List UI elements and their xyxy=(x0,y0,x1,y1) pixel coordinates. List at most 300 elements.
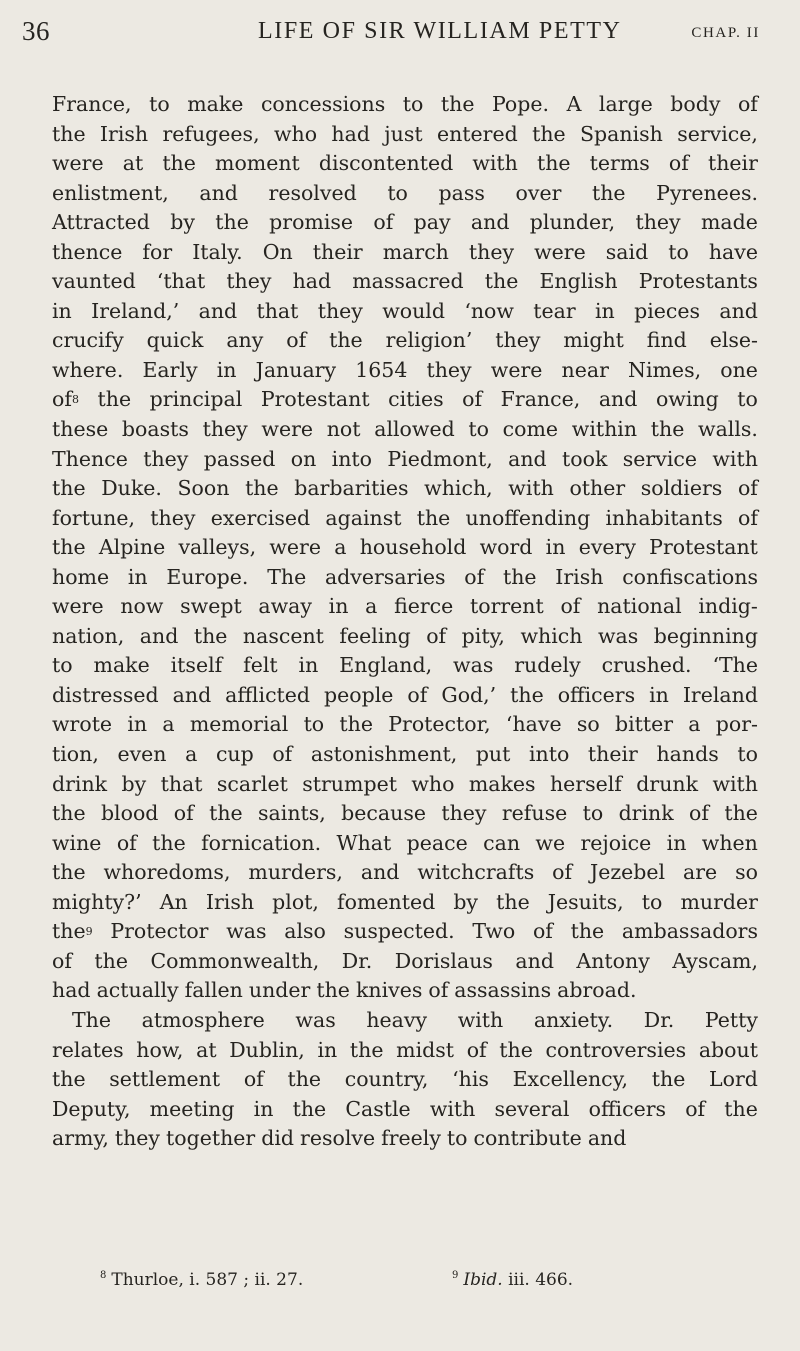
word: the xyxy=(502,564,537,589)
word: Ireland xyxy=(682,682,758,707)
word: Irish xyxy=(555,564,604,589)
word: the xyxy=(316,978,350,1003)
word: the xyxy=(339,712,373,737)
word: peace xyxy=(406,830,468,855)
word: rejoice xyxy=(580,830,652,855)
word: were xyxy=(261,417,314,442)
text-line xyxy=(52,681,758,711)
word: blood xyxy=(100,801,159,826)
word: they xyxy=(635,210,681,235)
word: in xyxy=(253,1096,274,1121)
word: over xyxy=(515,180,562,205)
word: Dublin, xyxy=(229,1037,305,1062)
word: the xyxy=(532,121,566,146)
word: was xyxy=(226,919,267,944)
word: the xyxy=(416,505,451,530)
word: assassins xyxy=(454,978,552,1003)
word: in xyxy=(216,357,237,382)
word: An xyxy=(159,889,188,914)
word: confiscations xyxy=(622,564,758,589)
word: fortune, xyxy=(52,505,136,530)
word: pass xyxy=(438,180,485,205)
word: controversies xyxy=(545,1037,687,1062)
word: else- xyxy=(709,328,758,353)
word: which xyxy=(520,623,583,648)
word: valleys, xyxy=(178,535,257,560)
word: to xyxy=(668,239,689,264)
word: Jezebel xyxy=(590,860,666,885)
text-line xyxy=(52,120,758,150)
word: in xyxy=(649,682,669,707)
word: to xyxy=(303,712,325,737)
word: into xyxy=(331,446,373,471)
word: the xyxy=(245,476,279,501)
word: crushed. xyxy=(601,653,692,678)
word: they xyxy=(441,801,487,826)
word: their xyxy=(707,151,758,176)
word: nascent xyxy=(242,623,324,648)
word: several xyxy=(494,1096,570,1121)
word: discontented xyxy=(318,151,454,176)
word: herself xyxy=(549,771,622,796)
word: not xyxy=(326,417,361,442)
word: find xyxy=(646,328,687,353)
text-line xyxy=(52,1065,758,1095)
word: and xyxy=(199,180,238,205)
word: of xyxy=(52,387,72,412)
word: the xyxy=(97,387,132,412)
text-line xyxy=(52,1124,758,1154)
word: inhabitants xyxy=(605,505,723,530)
text-line xyxy=(52,238,758,268)
word: of xyxy=(464,564,485,589)
word: for xyxy=(142,239,173,264)
word: so xyxy=(735,860,758,885)
word: national xyxy=(597,594,682,619)
word: in xyxy=(545,535,566,560)
word: large xyxy=(598,92,653,116)
text-line xyxy=(52,208,758,238)
word: tear xyxy=(533,298,576,323)
word: of xyxy=(668,151,689,176)
word: officers xyxy=(588,1096,667,1121)
word: of xyxy=(552,860,573,885)
word: who xyxy=(273,121,318,146)
word: that xyxy=(256,298,299,323)
text-line xyxy=(52,651,758,681)
word: was xyxy=(597,623,639,648)
word: even xyxy=(117,742,167,767)
word: would xyxy=(382,298,445,323)
text-line xyxy=(52,474,758,504)
word: at xyxy=(196,1037,217,1062)
word: and xyxy=(198,298,238,323)
word: with xyxy=(712,771,758,796)
word: about xyxy=(698,1037,758,1062)
word: wine xyxy=(52,830,102,855)
word: hands xyxy=(656,742,719,767)
word: meeting xyxy=(149,1096,235,1121)
word: nation, xyxy=(52,623,125,648)
word: astonishment, xyxy=(310,742,458,767)
word: and xyxy=(587,1126,627,1151)
word: January xyxy=(255,357,337,382)
word: their xyxy=(312,239,363,264)
text-line xyxy=(52,947,758,977)
word: feeling xyxy=(339,623,411,648)
word: ‘his xyxy=(452,1067,489,1092)
word: the xyxy=(52,476,86,501)
word: of xyxy=(737,92,758,116)
word: Nimes, xyxy=(628,357,702,382)
word: have xyxy=(708,239,758,264)
word: Antony xyxy=(576,948,650,973)
word: army, xyxy=(52,1126,109,1151)
word: suspected. xyxy=(343,919,455,944)
word: a xyxy=(688,712,701,737)
footnote-marker: 8 xyxy=(100,1270,107,1281)
word: a xyxy=(185,742,198,767)
word: Ireland,’ xyxy=(91,298,180,323)
word: to xyxy=(737,742,758,767)
text-line xyxy=(52,770,758,800)
word: makes xyxy=(468,771,536,796)
word: adversaries xyxy=(324,564,446,589)
word: was xyxy=(453,653,494,678)
word: we xyxy=(535,830,566,855)
word: to xyxy=(387,180,408,205)
word: within xyxy=(571,417,638,442)
word: and xyxy=(598,387,638,412)
word: they xyxy=(226,269,272,294)
word: Irish xyxy=(99,121,149,146)
word: the xyxy=(510,682,544,707)
word: of xyxy=(286,328,307,353)
word: What xyxy=(336,830,392,855)
word: walls. xyxy=(698,417,758,442)
word: the xyxy=(724,801,758,826)
word: Duke. xyxy=(101,476,162,501)
word: the xyxy=(52,860,86,885)
word: of xyxy=(428,978,449,1003)
word: torrent xyxy=(470,594,544,619)
word: they xyxy=(202,417,248,442)
word: to xyxy=(737,387,758,412)
word: boasts xyxy=(121,417,189,442)
word: Dr. xyxy=(643,1007,675,1032)
word: ambassadors xyxy=(621,919,758,944)
text-line xyxy=(52,356,758,386)
word: drunk xyxy=(636,771,699,796)
word: make xyxy=(93,653,150,678)
text-line xyxy=(52,179,758,209)
word: of xyxy=(532,919,553,944)
footnote-9 xyxy=(452,1270,573,1290)
word: of xyxy=(373,210,394,235)
word: refugees, xyxy=(162,121,260,146)
word: settlement xyxy=(109,1067,221,1092)
word: of xyxy=(738,505,758,530)
word: the xyxy=(292,1096,327,1121)
word: in xyxy=(52,298,72,323)
word-with-ref xyxy=(52,385,79,415)
word: English xyxy=(539,269,618,294)
word: of xyxy=(462,387,483,412)
word: in xyxy=(594,298,615,323)
word: Two xyxy=(472,919,516,944)
word: Excellency, xyxy=(512,1067,629,1092)
word: owing xyxy=(655,387,719,412)
word: Protestant xyxy=(649,535,758,560)
word: of xyxy=(52,948,72,973)
word: to xyxy=(582,801,604,826)
word: Early xyxy=(142,357,198,382)
word: moment xyxy=(215,151,300,176)
text-line xyxy=(52,1006,758,1036)
word: the xyxy=(52,121,86,146)
word: drink xyxy=(618,801,674,826)
running-header xyxy=(22,16,760,56)
word: por- xyxy=(715,712,758,737)
word: a xyxy=(334,535,347,560)
word: who xyxy=(411,771,455,796)
word: under xyxy=(248,978,311,1003)
word: which, xyxy=(424,476,493,501)
word: pay xyxy=(413,210,451,235)
word: of xyxy=(685,1096,706,1121)
word: with xyxy=(457,1007,504,1032)
word: when xyxy=(701,830,758,855)
word: with xyxy=(712,446,758,471)
word: away xyxy=(258,594,312,619)
word: had xyxy=(52,978,91,1003)
text-line xyxy=(52,917,758,947)
text-line xyxy=(52,740,758,770)
word: France, xyxy=(52,92,132,116)
word: in xyxy=(127,712,148,737)
word: pieces xyxy=(634,298,701,323)
word: to xyxy=(468,417,489,442)
word: by xyxy=(453,889,479,914)
word: scarlet xyxy=(216,771,288,796)
word: A xyxy=(566,92,582,116)
word: and xyxy=(719,298,758,323)
word: concessions xyxy=(260,92,386,116)
word: the xyxy=(499,1037,533,1062)
running-title: LIFE OF SIR WILLIAM PETTY xyxy=(258,18,622,44)
word: fomented xyxy=(337,889,436,914)
word: were xyxy=(52,594,104,619)
word: a xyxy=(162,712,175,737)
word: thence xyxy=(52,239,123,264)
word: where. xyxy=(52,357,124,382)
word: did xyxy=(261,1126,295,1151)
word: how, xyxy=(136,1037,184,1062)
word: might xyxy=(563,328,624,353)
word: passed xyxy=(203,446,276,471)
word: murder xyxy=(680,889,758,914)
word: fornication. xyxy=(201,830,322,855)
word: were xyxy=(490,357,543,382)
word: entered xyxy=(436,121,518,146)
text-line xyxy=(52,504,758,534)
word: fierce xyxy=(394,594,454,619)
word: witchcrafts xyxy=(417,860,535,885)
word: of xyxy=(272,742,293,767)
word: enlistment, xyxy=(52,180,169,205)
word: and xyxy=(139,623,179,648)
word: atmosphere xyxy=(141,1007,265,1032)
word: resolve xyxy=(300,1126,376,1151)
word: by xyxy=(170,210,195,235)
word: unoffending xyxy=(465,505,591,530)
word: The xyxy=(72,1007,112,1032)
word: household xyxy=(359,535,467,560)
word: contribute xyxy=(473,1126,582,1151)
word: and xyxy=(360,860,400,885)
text-line xyxy=(52,622,758,652)
word: and xyxy=(508,446,547,471)
word: home xyxy=(52,564,110,589)
text-line xyxy=(52,326,758,356)
word: these xyxy=(52,417,109,442)
word: midst xyxy=(396,1037,455,1062)
text-line xyxy=(52,267,758,297)
word: the xyxy=(193,623,228,648)
word: they xyxy=(150,505,196,530)
word: Dr. xyxy=(341,948,373,973)
footnote-text: Thurloe, i. 587 ; ii. 27. xyxy=(111,1270,304,1290)
word: against xyxy=(325,505,402,530)
word: ‘that xyxy=(156,269,206,294)
word: bitter xyxy=(614,712,674,737)
word: abroad. xyxy=(557,978,637,1003)
word: so xyxy=(576,712,600,737)
word: were xyxy=(534,239,586,264)
word: that xyxy=(160,771,203,796)
text-line xyxy=(52,563,758,593)
word: by xyxy=(121,771,147,796)
text-line xyxy=(52,149,758,179)
word: ‘The xyxy=(712,653,758,678)
text-line xyxy=(52,1036,758,1066)
word: Protestant xyxy=(260,387,370,412)
word: the xyxy=(52,535,86,560)
text-line xyxy=(52,445,758,475)
word: ‘have xyxy=(505,712,562,737)
word: freely xyxy=(381,1126,441,1151)
word: of xyxy=(426,623,447,648)
word: a xyxy=(365,594,378,619)
word: near xyxy=(561,357,609,382)
word: with xyxy=(508,476,554,501)
text-line xyxy=(52,829,758,859)
word: On xyxy=(262,239,293,264)
word: the xyxy=(570,919,605,944)
word: heavy xyxy=(366,1007,428,1032)
word: to xyxy=(149,92,170,116)
word: Protector xyxy=(110,919,209,944)
footnote-8 xyxy=(100,1270,303,1290)
word: the xyxy=(152,830,186,855)
word: was xyxy=(295,1007,336,1032)
word: exercised xyxy=(210,505,311,530)
word: refuse xyxy=(501,801,568,826)
word: massacred xyxy=(352,269,464,294)
word: swept xyxy=(180,594,242,619)
word: strumpet xyxy=(302,771,397,796)
word: took xyxy=(562,446,608,471)
word: to xyxy=(52,653,73,678)
word: mighty?’ xyxy=(52,889,142,914)
word: and xyxy=(470,210,510,235)
word: indig- xyxy=(698,594,758,619)
page-number: 36 xyxy=(22,16,50,46)
word: Italy. xyxy=(192,239,243,264)
word: promise xyxy=(269,210,354,235)
word: said xyxy=(605,239,649,264)
word: Lord xyxy=(709,1067,758,1092)
word: Soon xyxy=(177,476,230,501)
word: the xyxy=(52,1067,86,1092)
word: in xyxy=(666,830,687,855)
word: every xyxy=(578,535,636,560)
text-line xyxy=(52,385,758,415)
word: cup xyxy=(215,742,254,767)
word: terms xyxy=(589,151,650,176)
word: Commonwealth, xyxy=(150,948,320,973)
word: Protector, xyxy=(388,712,491,737)
body-text xyxy=(52,90,758,1154)
word: the xyxy=(94,948,128,973)
word: Dorislaus xyxy=(394,948,493,973)
word: wrote xyxy=(52,712,113,737)
word: vaunted xyxy=(52,269,136,294)
word: knives xyxy=(355,978,423,1003)
word: soldiers xyxy=(640,476,723,501)
footnotes xyxy=(100,1270,680,1296)
word: with xyxy=(429,1096,476,1121)
word: Europe. xyxy=(166,564,249,589)
footnote-ibid: Ibid. xyxy=(463,1270,503,1290)
word: afflicted xyxy=(225,682,311,707)
word: with xyxy=(472,151,518,176)
word: come xyxy=(502,417,559,442)
footnote-marker: 9 xyxy=(452,1270,459,1281)
word: felt xyxy=(243,653,278,678)
word: can xyxy=(483,830,521,855)
word: principal xyxy=(149,387,243,412)
word: memorial xyxy=(189,712,289,737)
word: officers xyxy=(557,682,636,707)
word: one xyxy=(720,357,758,382)
word: on xyxy=(290,446,317,471)
word-with-ref xyxy=(52,917,93,947)
word: are xyxy=(683,860,718,885)
word: Protestants xyxy=(638,269,758,294)
word: Spanish xyxy=(580,121,663,146)
word: The xyxy=(267,564,307,589)
word: were xyxy=(52,151,104,176)
word: rudely xyxy=(514,653,581,678)
word: Castle xyxy=(345,1096,411,1121)
word: the xyxy=(52,919,86,944)
word: they xyxy=(495,328,541,353)
word: make xyxy=(187,92,244,116)
word: to xyxy=(402,92,424,116)
word: Ayscam, xyxy=(672,948,758,973)
word: England, xyxy=(339,653,433,678)
